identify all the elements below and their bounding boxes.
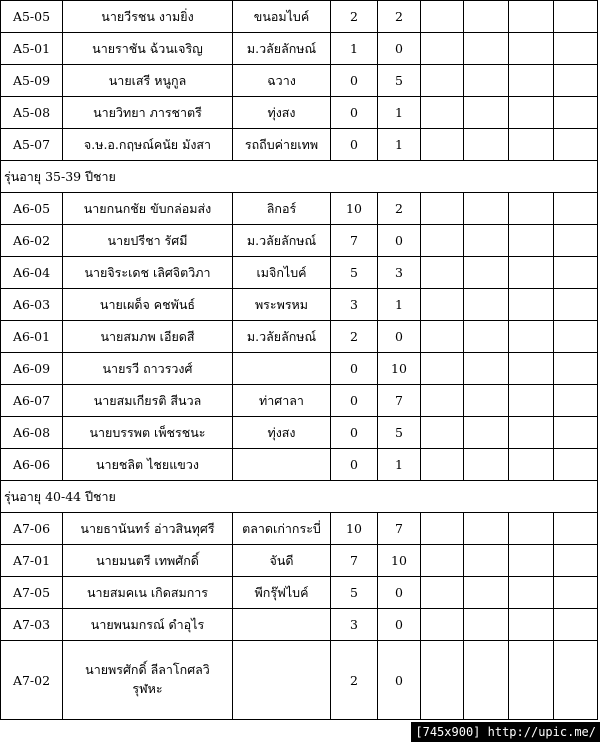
score-b: 3 xyxy=(378,257,421,289)
score-a: 5 xyxy=(331,577,378,609)
rider-code: A6-05 xyxy=(1,193,63,225)
score-a: 1 xyxy=(331,33,378,65)
rider-name: นายจิระเดช เลิศจิตวิภา xyxy=(63,257,233,289)
score-a: 0 xyxy=(331,417,378,449)
empty-cell xyxy=(464,641,509,720)
results-body xyxy=(1,1,598,720)
empty-cell xyxy=(421,577,464,609)
empty-cell xyxy=(554,513,598,545)
rider-team: พีกรุ๊ฟไบค์ xyxy=(233,577,331,609)
score-a: 0 xyxy=(331,97,378,129)
score-a: 0 xyxy=(331,385,378,417)
empty-cell xyxy=(464,257,509,289)
score-a: 3 xyxy=(331,609,378,641)
empty-cell xyxy=(509,225,554,257)
table-row xyxy=(1,193,598,225)
score-b: 1 xyxy=(378,97,421,129)
empty-cell xyxy=(464,577,509,609)
score-b: 2 xyxy=(378,1,421,33)
table-row xyxy=(1,257,598,289)
rider-code: A6-07 xyxy=(1,385,63,417)
empty-cell xyxy=(464,97,509,129)
rider-team: ทุ่งสง xyxy=(233,97,331,129)
empty-cell xyxy=(421,449,464,481)
table-row xyxy=(1,321,598,353)
rider-name: นายบรรพต เพ็ชรชนะ xyxy=(63,417,233,449)
score-a: 2 xyxy=(331,321,378,353)
rider-code: A5-09 xyxy=(1,65,63,97)
empty-cell xyxy=(421,289,464,321)
empty-cell xyxy=(421,353,464,385)
empty-cell xyxy=(554,33,598,65)
empty-cell xyxy=(421,65,464,97)
rider-code: A6-02 xyxy=(1,225,63,257)
rider-team: ม.วลัยลักษณ์ xyxy=(233,321,331,353)
table-row xyxy=(1,97,598,129)
rider-code: A7-02 xyxy=(1,641,63,720)
table-row xyxy=(1,129,598,161)
watermark: [745x900] http://upic.me/ xyxy=(411,722,600,742)
rider-name: นายวีรชน งามยิ่ง xyxy=(63,1,233,33)
empty-cell xyxy=(421,257,464,289)
empty-cell xyxy=(421,33,464,65)
empty-cell xyxy=(509,577,554,609)
rider-team: รถถีบค่ายเทพ xyxy=(233,129,331,161)
empty-cell xyxy=(509,97,554,129)
rider-team: ตลาดเก่ากระบี่ xyxy=(233,513,331,545)
table-row xyxy=(1,289,598,321)
empty-cell xyxy=(421,97,464,129)
empty-cell xyxy=(509,513,554,545)
empty-cell xyxy=(554,289,598,321)
table-row xyxy=(1,545,598,577)
rider-name: นายชลิต ไชยแขวง xyxy=(63,449,233,481)
empty-cell xyxy=(509,289,554,321)
rider-team: ฉวาง xyxy=(233,65,331,97)
score-a: 10 xyxy=(331,193,378,225)
empty-cell xyxy=(464,1,509,33)
table-row xyxy=(1,609,598,641)
empty-cell xyxy=(421,641,464,720)
empty-cell xyxy=(509,641,554,720)
rider-team: ขนอมไบค์ xyxy=(233,1,331,33)
empty-cell xyxy=(509,449,554,481)
score-a: 7 xyxy=(331,545,378,577)
rider-name: นายวิทยา ภารชาตรี xyxy=(63,97,233,129)
rider-code: A5-05 xyxy=(1,1,63,33)
rider-name: นายรวี ถาวรวงศ์ xyxy=(63,353,233,385)
rider-team xyxy=(233,641,331,720)
score-a: 0 xyxy=(331,65,378,97)
empty-cell xyxy=(509,417,554,449)
score-b: 1 xyxy=(378,289,421,321)
rider-name-line: รุฬหะ xyxy=(132,681,163,696)
rider-name-line: นายพรศักดิ์ ลีลาโกศลวิ xyxy=(85,662,210,678)
rider-team: ม.วลัยลักษณ์ xyxy=(233,225,331,257)
empty-cell xyxy=(464,289,509,321)
rider-name: นายเสรี หนูกูล xyxy=(63,65,233,97)
section-heading: รุ่นอายุ 40-44 ปีชาย xyxy=(1,481,598,513)
empty-cell xyxy=(554,385,598,417)
empty-cell xyxy=(421,193,464,225)
rider-code: A7-06 xyxy=(1,513,63,545)
rider-code: A6-03 xyxy=(1,289,63,321)
rider-name: นายสมเกียรติ สีนวล xyxy=(63,385,233,417)
score-b: 1 xyxy=(378,129,421,161)
empty-cell xyxy=(554,225,598,257)
table-row xyxy=(1,1,598,33)
score-b: 0 xyxy=(378,225,421,257)
rider-name: นายปรีชา รัศมี xyxy=(63,225,233,257)
empty-cell xyxy=(421,225,464,257)
empty-cell xyxy=(464,609,509,641)
empty-cell xyxy=(421,321,464,353)
empty-cell xyxy=(464,193,509,225)
rider-name: นายสมภพ เอียดสี xyxy=(63,321,233,353)
score-b: 1 xyxy=(378,449,421,481)
rider-team xyxy=(233,609,331,641)
score-b: 0 xyxy=(378,321,421,353)
rider-code: A6-08 xyxy=(1,417,63,449)
table-row xyxy=(1,225,598,257)
score-b: 0 xyxy=(378,609,421,641)
rider-team: จันดี xyxy=(233,545,331,577)
empty-cell xyxy=(509,65,554,97)
score-b: 0 xyxy=(378,577,421,609)
empty-cell xyxy=(464,225,509,257)
empty-cell xyxy=(464,545,509,577)
rider-team: ท่าศาลา xyxy=(233,385,331,417)
empty-cell xyxy=(554,641,598,720)
rider-name: จ.ษ.อ.กฤษณ์คนัย มังสา xyxy=(63,129,233,161)
empty-cell xyxy=(554,545,598,577)
rider-code: A7-05 xyxy=(1,577,63,609)
table-row xyxy=(1,449,598,481)
empty-cell xyxy=(421,129,464,161)
table-row xyxy=(1,385,598,417)
table-row xyxy=(1,641,598,720)
rider-team: พระพรหม xyxy=(233,289,331,321)
rider-code: A6-09 xyxy=(1,353,63,385)
rider-team: ม.วลัยลักษณ์ xyxy=(233,33,331,65)
rider-team: ทุ่งสง xyxy=(233,417,331,449)
score-a: 0 xyxy=(331,129,378,161)
score-b: 0 xyxy=(378,33,421,65)
empty-cell xyxy=(464,321,509,353)
empty-cell xyxy=(509,353,554,385)
empty-cell xyxy=(421,545,464,577)
score-a: 2 xyxy=(331,1,378,33)
score-a: 10 xyxy=(331,513,378,545)
empty-cell xyxy=(421,1,464,33)
score-b: 2 xyxy=(378,193,421,225)
empty-cell xyxy=(509,129,554,161)
empty-cell xyxy=(554,321,598,353)
score-b: 7 xyxy=(378,385,421,417)
empty-cell xyxy=(421,513,464,545)
score-b: 10 xyxy=(378,545,421,577)
score-a: 0 xyxy=(331,353,378,385)
rider-code: A7-03 xyxy=(1,609,63,641)
score-a: 7 xyxy=(331,225,378,257)
rider-code: A5-07 xyxy=(1,129,63,161)
section-heading-row xyxy=(1,161,598,193)
empty-cell xyxy=(464,129,509,161)
rider-code: A6-04 xyxy=(1,257,63,289)
rider-team xyxy=(233,353,331,385)
rider-name: นายเผด็จ คชพันธ์ xyxy=(63,289,233,321)
empty-cell xyxy=(509,609,554,641)
rider-team: เมจิกไบค์ xyxy=(233,257,331,289)
rider-name: นายกนกชัย ขับกล่อมส่ง xyxy=(63,193,233,225)
score-a: 3 xyxy=(331,289,378,321)
rider-name: นายธานันทร์ อ่าวสินทุศรี xyxy=(63,513,233,545)
empty-cell xyxy=(464,33,509,65)
empty-cell xyxy=(421,417,464,449)
empty-cell xyxy=(464,513,509,545)
table-row xyxy=(1,513,598,545)
empty-cell xyxy=(464,65,509,97)
empty-cell xyxy=(554,1,598,33)
rider-name: นายสมคเน เกิดสมการ xyxy=(63,577,233,609)
rider-name xyxy=(63,641,233,720)
empty-cell xyxy=(464,353,509,385)
rider-name: นายมนตรี เทพศักดิ์ xyxy=(63,545,233,577)
table-row xyxy=(1,33,598,65)
score-b: 5 xyxy=(378,417,421,449)
rider-code: A5-01 xyxy=(1,33,63,65)
empty-cell xyxy=(464,449,509,481)
empty-cell xyxy=(421,385,464,417)
rider-team xyxy=(233,449,331,481)
empty-cell xyxy=(554,65,598,97)
empty-cell xyxy=(509,193,554,225)
score-a: 5 xyxy=(331,257,378,289)
empty-cell xyxy=(554,417,598,449)
section-heading: รุ่นอายุ 35-39 ปีชาย xyxy=(1,161,598,193)
empty-cell xyxy=(509,33,554,65)
empty-cell xyxy=(509,385,554,417)
rider-name: นายราชัน ฉ้วนเจริญ xyxy=(63,33,233,65)
empty-cell xyxy=(554,449,598,481)
rider-code: A6-01 xyxy=(1,321,63,353)
empty-cell xyxy=(554,353,598,385)
empty-cell xyxy=(464,385,509,417)
empty-cell xyxy=(509,257,554,289)
score-b: 5 xyxy=(378,65,421,97)
score-a: 0 xyxy=(331,449,378,481)
score-b: 0 xyxy=(378,641,421,720)
table-row xyxy=(1,577,598,609)
score-b: 7 xyxy=(378,513,421,545)
empty-cell xyxy=(509,1,554,33)
rider-team: ลิกอร์ xyxy=(233,193,331,225)
empty-cell xyxy=(464,417,509,449)
table-row xyxy=(1,65,598,97)
empty-cell xyxy=(554,609,598,641)
empty-cell xyxy=(554,129,598,161)
empty-cell xyxy=(554,193,598,225)
empty-cell xyxy=(554,577,598,609)
rider-code: A5-08 xyxy=(1,97,63,129)
empty-cell xyxy=(554,97,598,129)
table-row xyxy=(1,353,598,385)
score-b: 10 xyxy=(378,353,421,385)
rider-code: A6-06 xyxy=(1,449,63,481)
table-row xyxy=(1,417,598,449)
empty-cell xyxy=(421,609,464,641)
empty-cell xyxy=(554,257,598,289)
section-heading-row xyxy=(1,481,598,513)
score-a: 2 xyxy=(331,641,378,720)
empty-cell xyxy=(509,545,554,577)
rider-code: A7-01 xyxy=(1,545,63,577)
empty-cell xyxy=(509,321,554,353)
rider-name: นายพนมกรณ์ ดำอุไร xyxy=(63,609,233,641)
